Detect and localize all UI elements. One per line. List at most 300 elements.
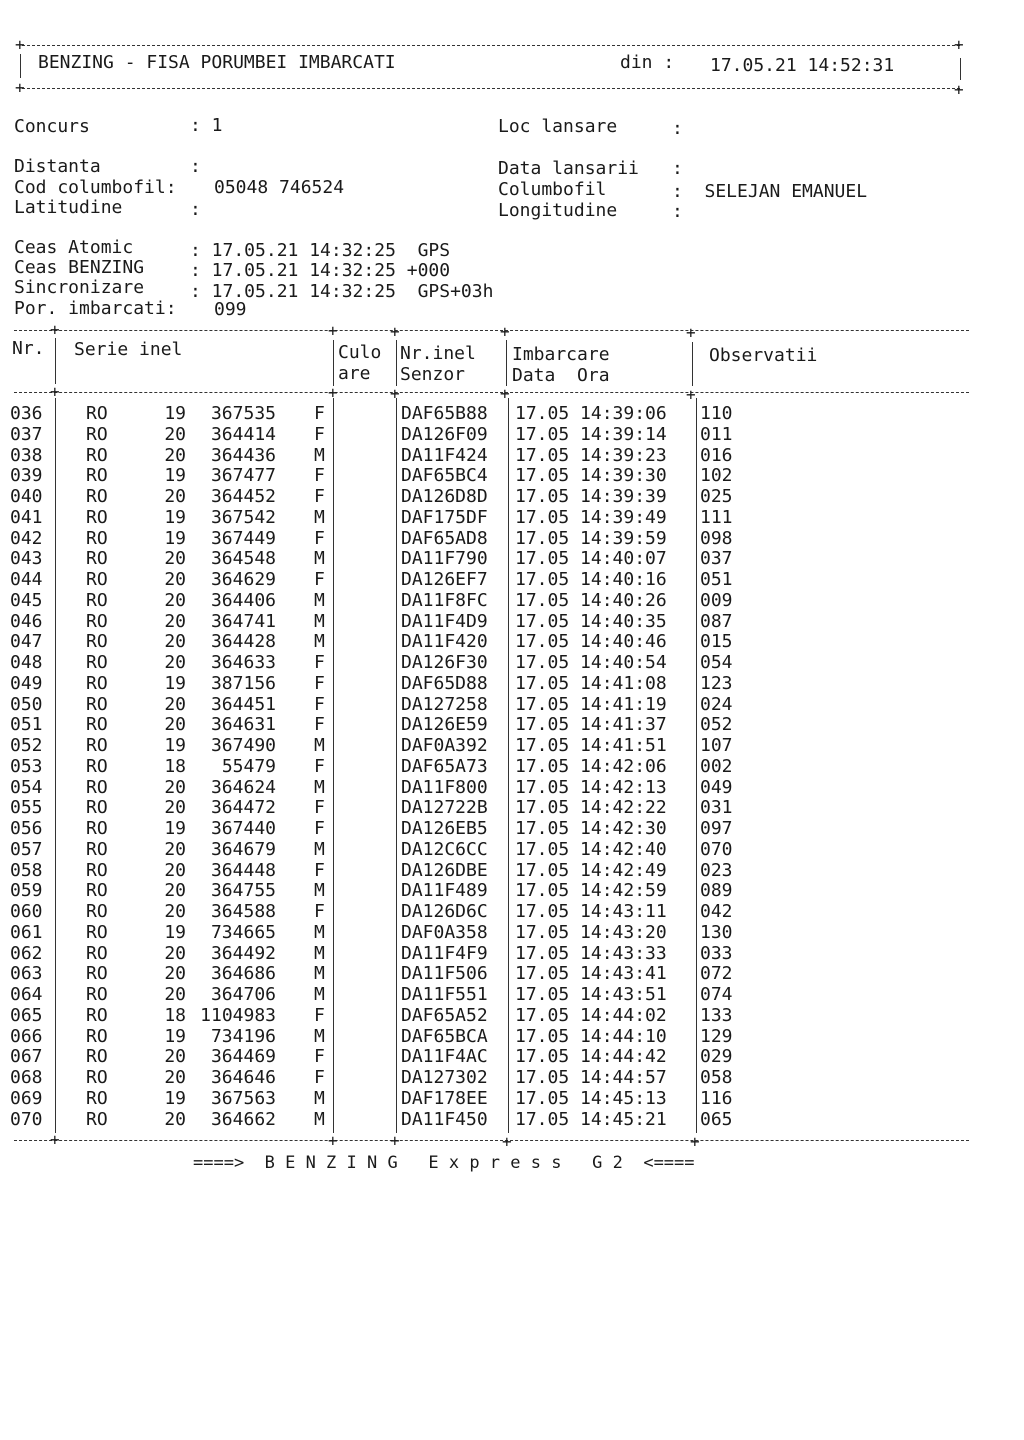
header-culoare-2: are: [338, 363, 371, 384]
cell-year: 18: [164, 1004, 186, 1026]
cell-sex: M: [314, 1108, 325, 1130]
top-border: [22, 45, 960, 46]
cell-year: 20: [164, 693, 186, 715]
grid-plus: +: [328, 1131, 338, 1150]
header-sep-nr: [55, 338, 56, 384]
cell-ring-number: 364755: [210, 880, 276, 902]
cell-ring-number: 364492: [210, 942, 276, 964]
cell-sex: F: [314, 672, 325, 694]
cod-columbofil-label: Cod columbofil:: [14, 177, 177, 198]
cell-ring-number: 364706: [210, 984, 276, 1005]
cell-year: 18: [164, 755, 186, 777]
cell-ring-number: 367449: [210, 527, 276, 549]
cell-year: 20: [164, 444, 186, 466]
cell-sensor: DAF65B88: [401, 403, 488, 424]
header-sep-senzor: [506, 340, 507, 386]
cell-observatii: 051: [700, 569, 733, 590]
grid-plus: +: [390, 322, 400, 341]
cell-nr: 065: [10, 1004, 43, 1026]
cell-year: 20: [164, 797, 186, 819]
cell-nr: 046: [10, 610, 43, 632]
cell-country: RO: [86, 486, 108, 507]
cell-datetime: 17.05 14:39:06: [515, 403, 667, 424]
cell-country: RO: [86, 1004, 108, 1026]
cell-ring-number: 364451: [210, 693, 276, 715]
cell-year: 19: [164, 403, 186, 424]
cell-observatii: 111: [700, 506, 733, 528]
sincronizare-label: Sincronizare: [14, 277, 145, 298]
footer-brand: ====> B E N Z I N G E x p r e s s G 2 <====: [193, 1153, 695, 1173]
cell-country: RO: [86, 444, 108, 466]
cell-observatii: 070: [700, 838, 733, 860]
cell-observatii: 130: [700, 921, 733, 943]
cell-country: RO: [86, 1108, 108, 1130]
cell-year: 20: [164, 1067, 186, 1088]
header-bottom-border: [14, 392, 969, 393]
cell-sensor: DA126D6C: [401, 901, 488, 922]
ceas-benzing-label: Ceas BENZING: [14, 257, 145, 278]
cell-nr: 051: [10, 714, 43, 736]
header-senzor: Senzor: [400, 364, 466, 385]
porumbei-imbarcati-value: 099: [214, 299, 247, 320]
grid-plus: +: [328, 383, 338, 402]
header-imbarcare: Imbarcare: [512, 344, 610, 365]
cell-sensor: DA12722B: [401, 797, 488, 819]
cell-sex: M: [314, 942, 325, 964]
cell-ring-number: 364588: [210, 901, 276, 922]
cell-nr: 063: [10, 963, 43, 985]
cell-sex: F: [314, 465, 325, 487]
cell-year: 20: [164, 569, 186, 590]
cell-observatii: 107: [700, 735, 733, 756]
cell-sensor: DA11F790: [401, 548, 488, 570]
cell-sex: F: [314, 797, 325, 819]
grid-plus: +: [390, 1131, 400, 1150]
cell-datetime: 17.05 14:40:35: [515, 610, 667, 632]
cell-nr: 052: [10, 735, 43, 756]
cell-sensor: DA11F450: [401, 1108, 488, 1130]
cell-observatii: 042: [700, 901, 733, 922]
cell-country: RO: [86, 942, 108, 964]
cell-ring-number: 364406: [210, 589, 276, 611]
grid-plus: +: [50, 320, 60, 339]
cell-country: RO: [86, 880, 108, 902]
cell-sensor: DAF65BCA: [401, 1025, 488, 1047]
cell-sensor: DA126DBE: [401, 859, 488, 881]
grid-plus: +: [328, 321, 338, 340]
loc-lansare-value: :: [672, 118, 683, 139]
cell-observatii: 011: [700, 423, 733, 445]
cell-datetime: 17.05 14:42:13: [515, 776, 667, 798]
cell-year: 20: [164, 1108, 186, 1130]
cell-nr: 053: [10, 755, 43, 777]
cell-year: 19: [164, 465, 186, 487]
cell-sex: F: [314, 569, 325, 590]
cell-sex: F: [314, 755, 325, 777]
cell-sex: M: [314, 776, 325, 798]
cell-year: 20: [164, 631, 186, 653]
cell-sensor: DA126F09: [401, 423, 488, 445]
cell-datetime: 17.05 14:41:51: [515, 735, 667, 756]
header-observatii: Observatii: [709, 345, 818, 366]
header-sep-imbarcare: [692, 342, 693, 386]
cell-observatii: 052: [700, 714, 733, 736]
cell-country: RO: [86, 901, 108, 922]
col-sep-nr: [55, 398, 56, 1133]
cell-observatii: 015: [700, 631, 733, 653]
columbofil-label: Columbofil: [498, 179, 607, 200]
cell-ring-number: 367440: [210, 818, 276, 839]
cell-datetime: 17.05 14:40:16: [515, 569, 667, 590]
report-title: BENZING - FISA PORUMBEI IMBARCATI: [38, 52, 396, 73]
table-top-border: [14, 330, 969, 331]
data-lansarii-label: Data lansarii: [498, 158, 639, 179]
cell-sex: F: [314, 714, 325, 736]
table-bottom-border: [14, 1140, 969, 1141]
cell-datetime: 17.05 14:43:41: [515, 963, 667, 985]
cell-year: 19: [164, 735, 186, 756]
cell-datetime: 17.05 14:42:49: [515, 859, 667, 881]
cell-sensor: DAF0A392: [401, 735, 488, 756]
cell-sex: F: [314, 859, 325, 881]
concurs-label: Concurs: [14, 116, 90, 137]
sincronizare-value: : 17.05.21 14:32:25 GPS+03h: [190, 281, 494, 302]
cell-year: 20: [164, 880, 186, 902]
cell-sex: M: [314, 548, 325, 570]
grid-plus: +: [686, 385, 696, 404]
cell-country: RO: [86, 859, 108, 881]
cell-datetime: 17.05 14:45:21: [515, 1108, 667, 1130]
cell-sex: M: [314, 444, 325, 466]
grid-plus: +: [502, 1132, 512, 1151]
cell-nr: 039: [10, 465, 43, 487]
cell-sex: M: [314, 963, 325, 985]
cell-ring-number: 367535: [210, 403, 276, 424]
cell-sensor: DA11F551: [401, 984, 488, 1005]
header-nr: Nr.: [12, 338, 45, 359]
porumbei-imbarcati-label: Por. imbarcati:: [14, 298, 177, 319]
cell-ring-number: 1104983: [200, 1004, 276, 1026]
cell-nr: 043: [10, 548, 43, 570]
cell-ring-number: 364414: [210, 423, 276, 445]
cell-nr: 056: [10, 818, 43, 839]
ceas-atomic-value: : 17.05.21 14:32:25 GPS: [190, 240, 451, 261]
col-sep-culo: [396, 398, 397, 1133]
cell-nr: 070: [10, 1108, 43, 1130]
cell-country: RO: [86, 610, 108, 632]
corner-plus: +: [15, 78, 25, 97]
grid-plus: +: [686, 323, 696, 342]
cell-observatii: 049: [700, 776, 733, 798]
cell-observatii: 133: [700, 1004, 733, 1026]
distanta-label: Distanta: [14, 156, 101, 177]
loc-lansare-label: Loc lansare: [498, 116, 618, 137]
cell-observatii: 098: [700, 527, 733, 549]
cell-ring-number: 364436: [210, 444, 276, 466]
cell-sex: M: [314, 506, 325, 528]
cell-datetime: 17.05 14:43:11: [515, 901, 667, 922]
cell-datetime: 17.05 14:41:19: [515, 693, 667, 715]
cell-sensor: DA127302: [401, 1067, 488, 1088]
cell-observatii: 065: [700, 1108, 733, 1130]
cell-nr: 061: [10, 921, 43, 943]
cell-observatii: 016: [700, 444, 733, 466]
cell-nr: 049: [10, 672, 43, 694]
grid-plus: +: [690, 1132, 700, 1151]
cell-observatii: 031: [700, 797, 733, 819]
grid-plus: +: [500, 384, 510, 403]
cell-nr: 067: [10, 1046, 43, 1068]
cell-nr: 036: [10, 403, 43, 424]
cell-nr: 055: [10, 797, 43, 819]
cell-sensor: DA127258: [401, 693, 488, 715]
ceas-atomic-label: Ceas Atomic: [14, 237, 134, 258]
cell-ring-number: 55479: [221, 755, 276, 777]
cell-sex: F: [314, 693, 325, 715]
cell-sex: M: [314, 838, 325, 860]
cell-nr: 069: [10, 1087, 43, 1109]
cell-year: 19: [164, 506, 186, 528]
cell-sensor: DA126D8D: [401, 486, 488, 507]
cell-sensor: DA11F4AC: [401, 1046, 488, 1068]
box-right-border: [960, 58, 961, 80]
cell-datetime: 17.05 14:44:42: [515, 1046, 667, 1068]
cell-sex: M: [314, 735, 325, 756]
cell-nr: 048: [10, 652, 43, 673]
cell-datetime: 17.05 14:39:59: [515, 527, 667, 549]
cell-year: 20: [164, 548, 186, 570]
cell-observatii: 102: [700, 465, 733, 487]
cell-sex: M: [314, 1025, 325, 1047]
cell-nr: 059: [10, 880, 43, 902]
cell-observatii: 023: [700, 859, 733, 881]
din-label: din :: [620, 52, 675, 73]
cell-ring-number: 364646: [210, 1067, 276, 1088]
cell-nr: 040: [10, 486, 43, 507]
cell-datetime: 17.05 14:45:13: [515, 1087, 667, 1109]
cell-sex: M: [314, 610, 325, 632]
longitudine-label: Longitudine: [498, 200, 618, 221]
cell-ring-number: 364448: [210, 859, 276, 881]
cell-datetime: 17.05 14:39:23: [515, 444, 667, 466]
cell-ring-number: 364469: [210, 1046, 276, 1068]
cell-nr: 064: [10, 984, 43, 1005]
cell-sensor: DA11F506: [401, 963, 488, 985]
header-culoare-1: Culo: [338, 342, 382, 363]
cell-year: 20: [164, 1046, 186, 1068]
cell-sensor: DAF65D88: [401, 672, 488, 694]
cell-sensor: DAF65BC4: [401, 465, 488, 487]
cell-nr: 041: [10, 506, 43, 528]
cell-ring-number: 364741: [210, 610, 276, 632]
cell-ring-number: 364548: [210, 548, 276, 570]
cell-year: 20: [164, 901, 186, 922]
header-sep-culo: [396, 340, 397, 386]
cell-country: RO: [86, 693, 108, 715]
columbofil-value: : SELEJAN EMANUEL: [672, 181, 868, 202]
cell-year: 20: [164, 423, 186, 445]
data-lansarii-value: :: [672, 158, 683, 179]
cell-datetime: 17.05 14:39:49: [515, 506, 667, 528]
cell-sensor: DA11F4D9: [401, 610, 488, 632]
cell-observatii: 025: [700, 486, 733, 507]
cell-ring-number: 364686: [210, 963, 276, 985]
cell-observatii: 029: [700, 1046, 733, 1068]
cell-year: 20: [164, 652, 186, 673]
cell-ring-number: 364631: [210, 714, 276, 736]
grid-plus: +: [500, 322, 510, 341]
cell-year: 19: [164, 818, 186, 839]
cell-year: 20: [164, 963, 186, 985]
cell-year: 19: [164, 921, 186, 943]
cell-year: 19: [164, 527, 186, 549]
report-datetime: 17.05.21 14:52:31: [710, 55, 895, 76]
cell-country: RO: [86, 465, 108, 487]
cell-country: RO: [86, 652, 108, 673]
cell-sensor: DA11F420: [401, 631, 488, 653]
cell-datetime: 17.05 14:39:39: [515, 486, 667, 507]
cell-sensor: DA126EB5: [401, 818, 488, 839]
concurs-value: : 1: [190, 115, 223, 136]
grid-plus: +: [50, 1130, 60, 1149]
cod-columbofil-value: 05048 746524: [214, 177, 345, 198]
cell-sensor: DA11F489: [401, 880, 488, 902]
cell-sex: M: [314, 984, 325, 1005]
cell-sex: M: [314, 880, 325, 902]
cell-observatii: 087: [700, 610, 733, 632]
cell-datetime: 17.05 14:42:40: [515, 838, 667, 860]
cell-country: RO: [86, 797, 108, 819]
cell-country: RO: [86, 776, 108, 798]
cell-nr: 038: [10, 444, 43, 466]
cell-year: 20: [164, 610, 186, 632]
cell-sex: F: [314, 1004, 325, 1026]
cell-sensor: DAF175DF: [401, 506, 488, 528]
cell-ring-number: 367490: [210, 735, 276, 756]
header-sep-serie: [333, 340, 334, 386]
cell-sex: M: [314, 589, 325, 611]
cell-datetime: 17.05 14:40:54: [515, 652, 667, 673]
cell-country: RO: [86, 1067, 108, 1088]
cell-observatii: 116: [700, 1087, 733, 1109]
cell-datetime: 17.05 14:42:59: [515, 880, 667, 902]
latitudine-value: :: [190, 199, 201, 220]
cell-country: RO: [86, 735, 108, 756]
cell-ring-number: 364662: [210, 1108, 276, 1130]
cell-datetime: 17.05 14:43:51: [515, 984, 667, 1005]
cell-observatii: 089: [700, 880, 733, 902]
cell-year: 19: [164, 1025, 186, 1047]
cell-observatii: 129: [700, 1025, 733, 1047]
cell-ring-number: 364428: [210, 631, 276, 653]
cell-year: 20: [164, 776, 186, 798]
cell-ring-number: 367542: [210, 506, 276, 528]
cell-year: 20: [164, 714, 186, 736]
cell-nr: 037: [10, 423, 43, 445]
cell-year: 20: [164, 984, 186, 1005]
cell-country: RO: [86, 423, 108, 445]
ceas-benzing-value: : 17.05.21 14:32:25 +000: [190, 260, 451, 281]
cell-observatii: 009: [700, 589, 733, 611]
cell-nr: 058: [10, 859, 43, 881]
cell-datetime: 17.05 14:42:22: [515, 797, 667, 819]
cell-nr: 060: [10, 901, 43, 922]
cell-sensor: DA126EF7: [401, 569, 488, 590]
cell-sensor: DAF0A358: [401, 921, 488, 943]
cell-country: RO: [86, 1046, 108, 1068]
col-sep-senzor: [508, 398, 509, 1133]
cell-nr: 062: [10, 942, 43, 964]
header-serie-inel: Serie inel: [74, 339, 183, 360]
cell-country: RO: [86, 755, 108, 777]
cell-country: RO: [86, 527, 108, 549]
cell-ring-number: 364472: [210, 797, 276, 819]
cell-year: 20: [164, 942, 186, 964]
cell-country: RO: [86, 1025, 108, 1047]
header-data-ora: Data Ora: [512, 365, 610, 386]
cell-country: RO: [86, 714, 108, 736]
corner-plus: +: [954, 35, 964, 54]
cell-ring-number: 364679: [210, 838, 276, 860]
cell-sex: F: [314, 818, 325, 839]
cell-sex: M: [314, 921, 325, 943]
cell-nr: 054: [10, 776, 43, 798]
cell-sex: F: [314, 486, 325, 507]
cell-nr: 044: [10, 569, 43, 590]
cell-country: RO: [86, 963, 108, 985]
cell-observatii: 054: [700, 652, 733, 673]
cell-observatii: 097: [700, 818, 733, 839]
cell-sensor: DA126E59: [401, 714, 488, 736]
cell-nr: 047: [10, 631, 43, 653]
cell-nr: 050: [10, 693, 43, 715]
cell-ring-number: 734196: [210, 1025, 276, 1047]
cell-sex: F: [314, 901, 325, 922]
cell-year: 20: [164, 838, 186, 860]
cell-year: 20: [164, 859, 186, 881]
cell-datetime: 17.05 14:44:10: [515, 1025, 667, 1047]
cell-datetime: 17.05 14:40:07: [515, 548, 667, 570]
cell-sensor: DAF65A73: [401, 755, 488, 777]
col-sep-serie: [333, 398, 334, 1133]
cell-ring-number: 367477: [210, 465, 276, 487]
cell-nr: 045: [10, 589, 43, 611]
cell-sex: F: [314, 652, 325, 673]
cell-ring-number: 367563: [210, 1087, 276, 1109]
cell-year: 19: [164, 672, 186, 694]
cell-sex: F: [314, 1046, 325, 1068]
latitudine-label: Latitudine: [14, 197, 123, 218]
cell-sensor: DA11F800: [401, 776, 488, 798]
cell-year: 20: [164, 486, 186, 507]
cell-nr: 042: [10, 527, 43, 549]
cell-sensor: DA11F424: [401, 444, 488, 466]
cell-country: RO: [86, 818, 108, 839]
cell-datetime: 17.05 14:40:46: [515, 631, 667, 653]
cell-datetime: 17.05 14:40:26: [515, 589, 667, 611]
distanta-value: :: [190, 156, 201, 177]
grid-plus: +: [50, 382, 60, 401]
cell-observatii: 002: [700, 755, 733, 777]
cell-sex: F: [314, 527, 325, 549]
cell-sensor: DAF65A52: [401, 1004, 488, 1026]
cell-sensor: DA12C6CC: [401, 838, 488, 860]
cell-nr: 068: [10, 1067, 43, 1088]
cell-observatii: 024: [700, 693, 733, 715]
cell-country: RO: [86, 672, 108, 694]
cell-datetime: 17.05 14:43:20: [515, 921, 667, 943]
cell-sensor: DA11F8FC: [401, 589, 488, 611]
